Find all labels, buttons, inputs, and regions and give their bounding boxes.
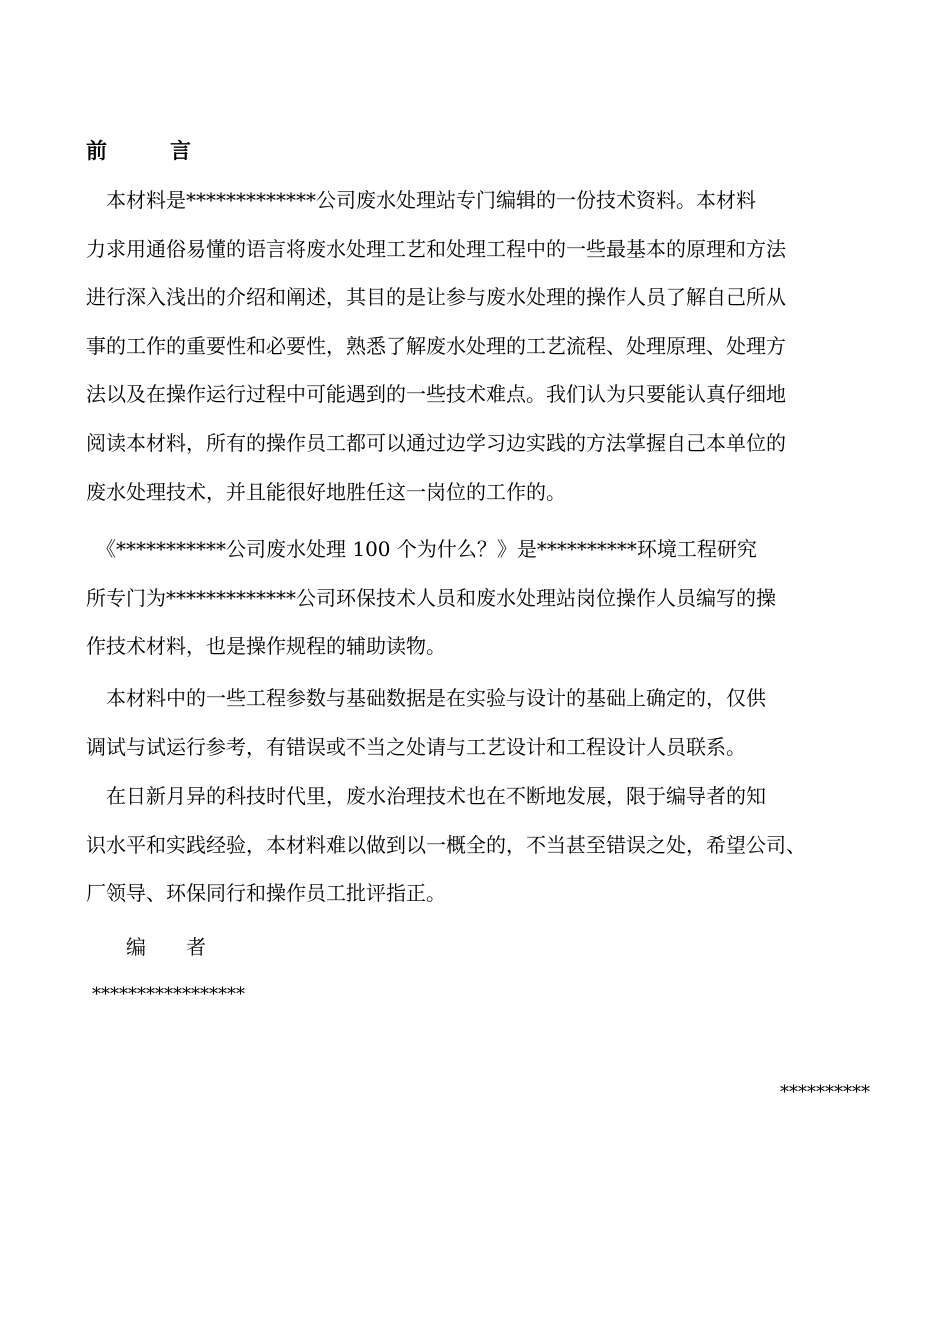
page-title: 前 言 <box>86 138 191 163</box>
date-redacted: ********** <box>780 1082 870 1103</box>
paragraph-parameters <box>86 674 870 771</box>
paragraph-line: 《***********公司废水处理 100 个为什么？》是**********环境工程研究 <box>86 537 757 561</box>
paragraph-line: 本材料中的一些工程参数与基础数据是在实验与设计的基础上确定的，仅供 <box>86 686 766 710</box>
signoff-editor: 编 者 <box>126 935 206 959</box>
paragraph-line: 事的工作的重要性和必要性，熟悉了解废水处理的工艺流程、处理原理、处理方 <box>86 333 786 358</box>
paragraph-closing <box>86 772 870 918</box>
paragraph-line: 废水处理技术，并且能很好地胜任这一岗位的工作的。 <box>86 479 566 504</box>
paragraph-line: 力求用通俗易懂的语言将废水处理工艺和处理工程中的一些最基本的原理和方法 <box>86 236 786 261</box>
signature-redacted: ***************** <box>92 984 245 1005</box>
paragraph-line: 所专门为*************公司环保技术人员和废水处理站岗位操作人员编写的操 <box>86 585 776 610</box>
paragraph-line: 本材料是*************公司废水处理站专门编辑的一份技术资料。本材料 <box>86 188 756 212</box>
paragraph-line: 调试与试运行参考，有错误或不当之处请与工艺设计和工程设计人员联系。 <box>86 734 746 759</box>
paragraph-intro <box>86 176 870 516</box>
paragraph-line: 法以及在操作运行过程中可能遇到的一些技术难点。我们认为只要能认真仔细地 <box>86 382 786 407</box>
paragraph-line: 在日新月异的科技时代里，废水治理技术也在不断地发展，限于编导者的知 <box>86 784 766 808</box>
paragraph-line: 作技术材料，也是操作规程的辅助读物。 <box>86 634 446 659</box>
paragraph-line: 进行深入浅出的介绍和阐述，其目的是让参与废水处理的操作人员了解自己所从 <box>86 285 786 310</box>
paragraph-line: 阅读本材料，所有的操作员工都可以通过边学习边实践的方法掌握自己本单位的 <box>86 430 786 455</box>
paragraph-line: 识水平和实践经验，本材料难以做到以一概全的，不当甚至错误之处，希望公司、 <box>86 832 806 857</box>
paragraph-line: 厂领导、环保同行和操作员工批评指正。 <box>86 881 446 906</box>
paragraph-book-description <box>86 525 870 671</box>
